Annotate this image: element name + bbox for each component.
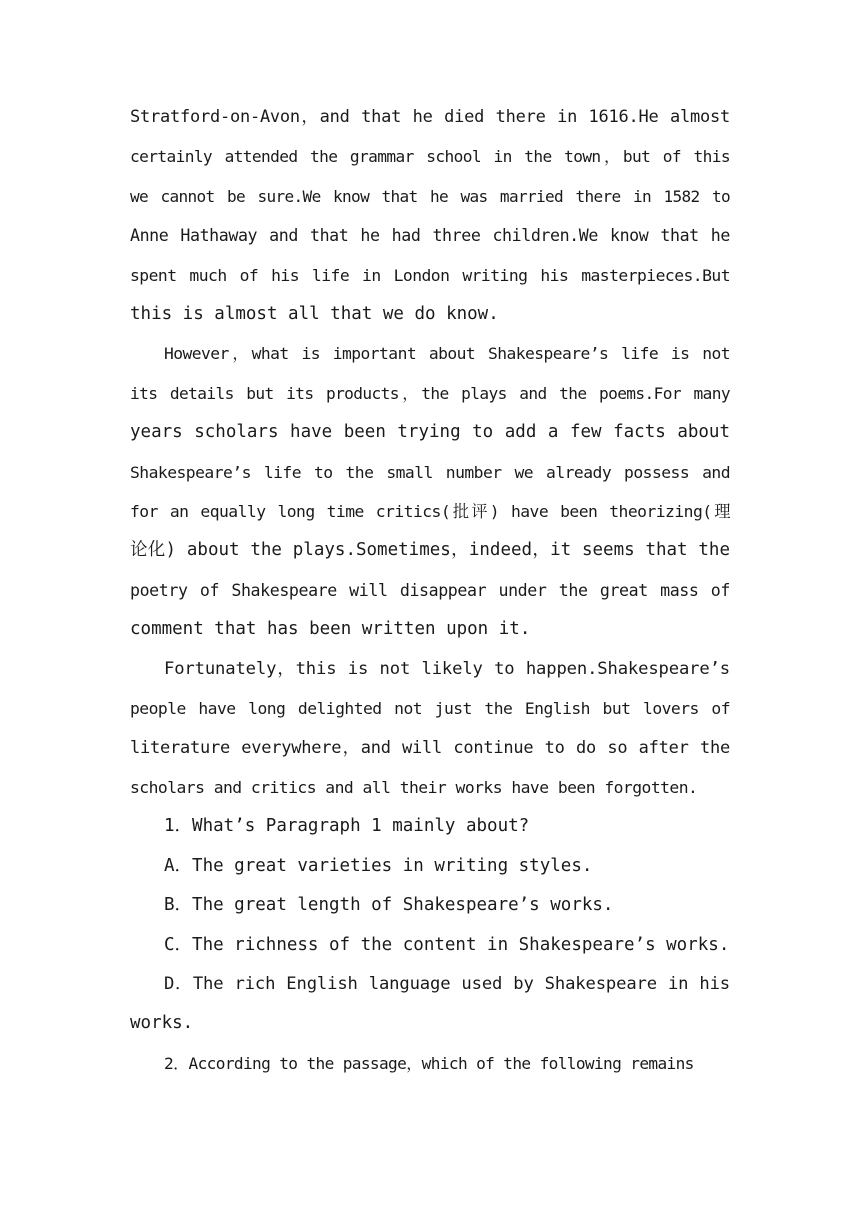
document-body	[130, 98, 730, 1083]
text-line: 1．What’s Paragraph 1 mainly about?	[164, 816, 530, 837]
paragraph-p1	[130, 98, 730, 334]
text-line: D．The rich English language used by Shakespeare in his	[164, 973, 730, 994]
paragraph-p3	[130, 650, 730, 808]
text-line: comment that has been written upon it.	[130, 619, 531, 640]
text-line: spent much of his life in London writing his masterpieces.But	[130, 265, 730, 285]
text-line: Anne Hathaway and that he had three children.We know that he	[130, 226, 730, 246]
text-line: for an equally long time critics(批评) have been theorizing(理	[130, 502, 730, 522]
text-line: certainly attended the grammar school in the town，but of this	[130, 147, 730, 167]
text-line: B．The great length of Shakespeare’s works.	[164, 895, 614, 916]
text-line: its details but its products，the plays and the poems.For many	[130, 383, 730, 403]
text-line: Fortunately，this is not likely to happen.Shakespeare’s	[164, 658, 730, 679]
question-q1c	[130, 926, 730, 965]
text-line: people have long delighted not just the English but lovers of	[130, 699, 730, 719]
paragraph-p2	[130, 334, 730, 649]
text-line: works.	[130, 1013, 194, 1034]
question-q1a	[130, 847, 730, 886]
text-line: 论化) about the plays.Sometimes，indeed，it seems that the	[130, 540, 730, 561]
text-line: poetry of Shakespeare will disappear under the great mass of	[130, 580, 730, 600]
text-line: Shakespeare’s life to the small number we already possess and	[130, 462, 730, 482]
text-line: However，what is important about Shakespeare’s life is not	[164, 344, 730, 364]
text-line: Stratford-on-Avon，and that he died there in 1616.He almost	[130, 107, 730, 127]
text-line: C．The richness of the content in Shakespeare’s works.	[164, 934, 730, 955]
text-line: this is almost all that we do know.	[130, 304, 499, 325]
text-line: years scholars have been trying to add a few facts about	[130, 422, 730, 443]
question-q1d	[130, 965, 730, 1044]
text-line: 2．According to the passage，which of the following remains	[164, 1053, 694, 1073]
text-line: scholars and critics and all their works have been forgotten.	[130, 777, 698, 797]
text-line: we cannot be sure.We know that he was married there in 1582 to	[130, 186, 730, 206]
question-q2	[130, 1044, 730, 1083]
question-q1	[130, 807, 730, 846]
text-line: A．The great varieties in writing styles.	[164, 855, 593, 876]
text-line: literature everywhere，and will continue to do so after the	[130, 737, 730, 758]
question-q1b	[130, 886, 730, 925]
